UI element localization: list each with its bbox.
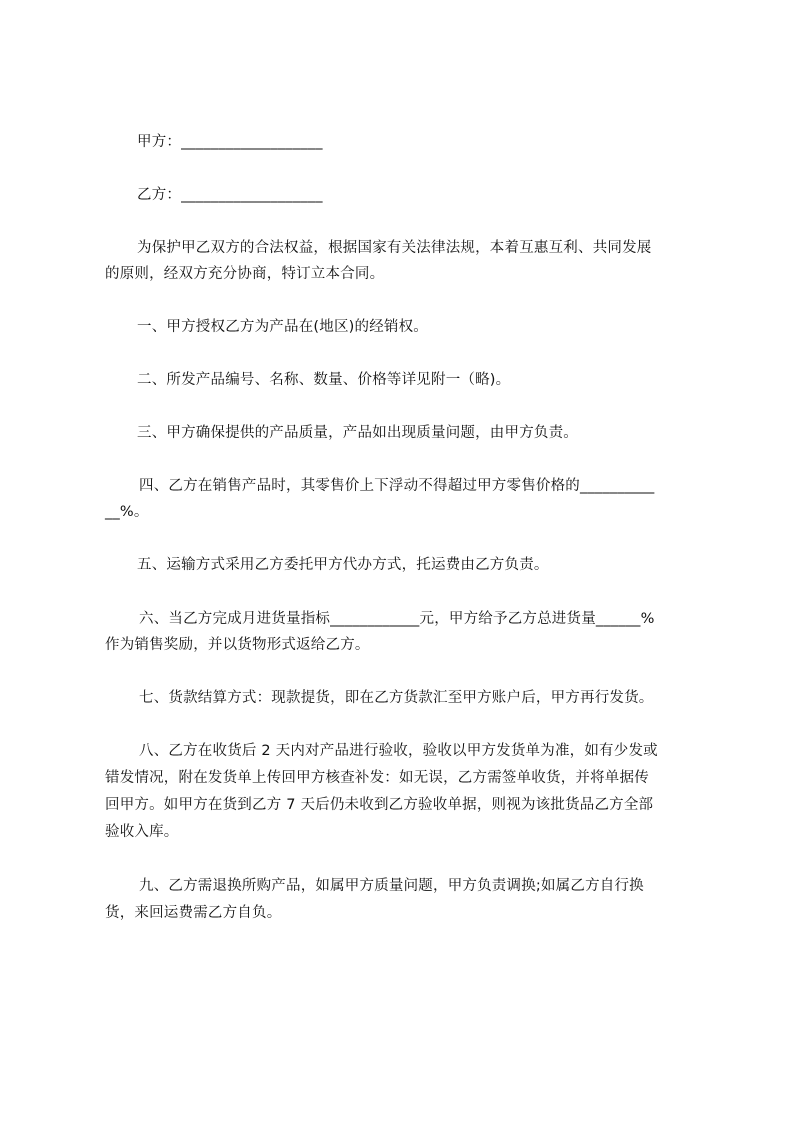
preamble-line-1: 为保护甲乙双方的合法权益，根据国家有关法律法规，本着互惠互利、共同发展	[137, 240, 652, 256]
clause-7: 七、货款结算方式：现款提货，即在乙方货款汇至甲方账户后，甲方再行发货。	[139, 690, 654, 706]
clause-4-line-1: 四、乙方在销售产品时，其零售价上下浮动不得超过甲方零售价格的__________	[139, 478, 655, 494]
clause-9-line-2: 货，来回运费需乙方自负。	[105, 905, 282, 921]
party-a-line	[137, 132, 323, 152]
party-b-line	[137, 185, 323, 205]
clause-5: 五、运输方式采用乙方委托甲方代办方式，托运费由乙方负责。	[137, 557, 549, 573]
clause-3: 三、甲方确保提供的产品质量，产品如出现质量问题，由甲方负责。	[137, 425, 578, 441]
clause-9-line-1: 九、乙方需退换所购产品，如属甲方质量问题，甲方负责调换;如属乙方自行换	[139, 878, 644, 894]
party-a-label: 甲方：	[137, 134, 182, 150]
party-b-blank: ___________________	[181, 187, 323, 203]
party-b-label: 乙方：	[137, 187, 182, 203]
clause-8-line-3: 回甲方。如甲方在货到乙方 7 天后仍未收到乙方验收单据，则视为该批货品乙方全部	[105, 797, 654, 813]
clause-6-line-2: 作为销售奖励，并以货物形式返给乙方。	[105, 637, 370, 653]
party-a-blank: ___________________	[181, 134, 323, 150]
clause-8-line-2: 错发情况，附在发货单上传回甲方核查补发：如无误，乙方需签单收货，并将单据传	[105, 770, 649, 786]
clause-8-line-4: 验收入库。	[105, 824, 179, 840]
preamble-line-2: 的原则，经双方充分协商，特订立本合同。	[105, 266, 385, 282]
clause-4-line-2: __%。	[105, 504, 149, 520]
clause-2: 二、所发产品编号、名称、数量、价格等详见附一（略)。	[137, 372, 511, 388]
clause-1: 一、甲方授权乙方为产品在(地区)的经销权。	[137, 319, 429, 335]
clause-6-line-1: 六、当乙方完成月进货量指标____________元，甲方给予乙方总进货量______%	[139, 611, 655, 627]
clause-8-line-1: 八、乙方在收货后 2 天内对产品进行验收，验收以甲方发货单为准，如有少发或	[139, 743, 658, 759]
